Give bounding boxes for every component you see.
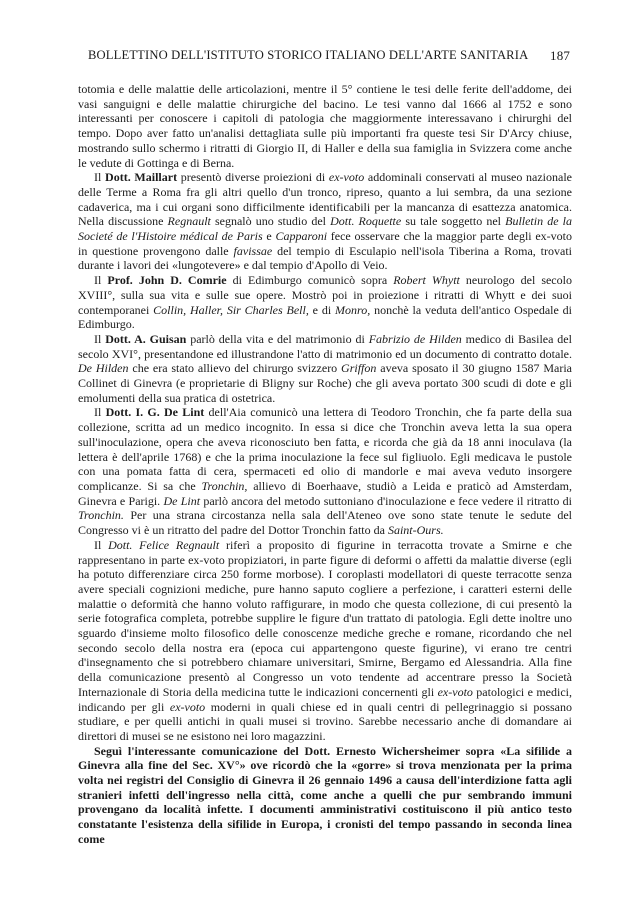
paragraph: Il Prof. John D. Comrie di Edimburgo comunicò sopra Robert Whytt neurologo del secolo XVIII°, sulla sua vita e sulle sue opere. Mostrò poi in proiezione i ritratti di Whytt e dei suoi contemporanei Collin, Haller, Sir Charles Bell, e di Monro, nonchè la veduta dell'antico Ospedale di Edimburgo. (78, 273, 572, 332)
italic-text: ex-voto (169, 699, 206, 714)
running-head (88, 46, 570, 68)
paragraph: Seguì l'interessante comunicazione del Dott. Ernesto Wichersheimer sopra «La sifilide a Ginevra alla fine del Sec. XV°» ove ricordò che la «gorre» si trova menzionata per la prima volta nei registri del Consiglio di Ginevra il 26 gennaio 1496 a causa dell'interdizione fatta agli stranieri infetti dell'ingresso nella città, come anche a quelli che pur sembrando immuni provengano da località infette. I documenti amministrativi costituiscono il più antico testo constatante l'esistenza della sifilide in Europa, i cronisti del tempo passando in seconda linea come (78, 743, 572, 846)
paragraph: Il Dott. A. Guisan parlò della vita e del matrimonio di Fabrizio de Hilden medico di Basilea del secolo XVI°, presentandone ed illustrandone l'atto di matrimonio ed un documento di contratto dotale. De Hilden che era stato allievo del chirurgo svizzero Griffon aveva sposato il 30 giugno 1587 Maria Collinet di Ginevra (e proprietarie di Bligny sur Roche) che gli aveva portato 300 scudi di dote e gli emolumenti della sua pratica di ostetrica. (78, 331, 572, 405)
italic-text: Saint-Ours. (387, 523, 444, 538)
bold-name: Dott. Maillart (105, 170, 178, 185)
italic-text: Dott. Felice Regnault (108, 537, 220, 552)
journal-title: BOLLETTINO DELL'ISTITUTO STORICO ITALIANO DELL'ARTE SANITARIA (88, 48, 529, 62)
italic-text: Collin, Haller, Sir Charles Bell, (153, 302, 309, 317)
italic-text: Capparoni (275, 229, 328, 244)
body-text (78, 82, 572, 847)
italic-text: Dott. Roquette (330, 214, 402, 229)
italic-text: Tronchin, (201, 478, 248, 493)
paragraph: Il Dott. Maillart presentò diverse proiezioni di ex-voto addominali conservati al museo nazionale delle Terme a Roma fra gli altri quello d'un tronco, ripreso, quanto a lui sembra, da una sezione cadaverica, ma i cui organi sono difficilmente identificabili per la mancanza di esattezza anatomica. Nella discussione Regnault segnalò uno studio del Dott. Roquette su tale soggetto nel Bulletin de la Societé de l'Histoire médical de Paris e Capparoni fece osservare che la maggior parte degli ex-voto in questione provengono dalle favissae del tempio di Esculapio nell'isola Tiberina a Roma, trovati durante i lavori dei «lungotevere» e dal tempio d'Apollo di Veio. (78, 170, 573, 273)
italic-text: ex-voto (328, 170, 365, 185)
italic-text: Fabrizio de Hilden (368, 331, 462, 346)
bold-name: Ernesto Wichersheimer (336, 743, 460, 758)
paragraph: totomia e delle malattie delle articolazioni, mentre il 5° contiene le tesi delle ferite dell'addome, dei vasi sanguigni e delle malattie chirurgiche del bacino. Le tesi vanno dal 1666 al 1752 e sono interessanti per conoscere i capitoli di patologia che maggiormente interessavano i chirurghi del tempo. Dopo aver fatto un'analisi dettagliata sulle più importanti fra queste tesi Sir D'Arcy chiuse, mostrando sullo schermo i ritratti di Giorgio II, di Haller e della sua famiglia in Svizzera come anche le vedute di Gottinga e di Berna. (78, 82, 572, 170)
italic-text: Griffon (341, 361, 377, 376)
italic-text: Tronchin. (78, 508, 124, 523)
paragraph: Il Dott. Felice Regnault riferì a proposito di figurine in terracotta trovate a Smirne e che rappresentano in parte ex-voto propiziatori, in parte figure di deformi o affetti da malattie diverse (egli ha potuto differenziare circa 250 forme morbose). I coroplasti modellatori di queste terracotte senza avere speciali cognizioni mediche, pure hanno saputo cogliere a perfezione, i caratteri esterni delle malattie o deformità che hanno voluto raffigurare, in modo che questa collezione, di cui presentò la serie fotografica completa, potrebbe supplire le figure d'un trattato di patologia. Egli dette inoltre uno sguardo d'insieme molto filosofico delle conoscenze mediche greche e romane, ricordando che nel secondo secolo della nostra era (epoca cui appartengono queste figurine), vi erano tre centri d'insegnamento che si potrebbero chiamare universitari, Smirne, Bergamo ed Alessandria. Alla fine della comunicazione presentò al Congresso un voto tendente ad accentrare presso la Società Internazionale di Storia della medicina tutte le indicazioni concernenti gli ex-voto patologici e medici, indicando per gli ex-voto moderni in quali chiese ed in quali centri di pellegrinaggio si possano studiare, e per quelli antichi in quali musei si trovino. Sarebbe necessario anche di domandare ai direttori di musei se ne esistono nei loro magazzini. (78, 537, 572, 743)
italic-text: Regnault (167, 214, 211, 229)
italic-text: Monro, (335, 302, 371, 317)
italic-text: De Lint (163, 493, 201, 508)
italic-text: favissae (233, 243, 273, 258)
page-number: 187 (550, 48, 570, 63)
italic-text: Robert Whytt (393, 273, 460, 288)
italic-text: Bulletin de la Societé de l'Histoire médical de Paris (78, 214, 572, 244)
italic-text: ex-voto (437, 684, 473, 699)
paragraph: Il Dott. I. G. De Lint dell'Aia comunicò una lettera di Teodoro Tronchin, che fa parte della sua collezione, scritta ad un medico incognito. In essa si dice che Tronchin aveva letta la sua opera sull'inoculazione, opera che aveva riconosciuto ben fatta, e ricorda che già da 18 anni inoculava (la lettera è dell'aprile 1768) e che la prima inoculazione la fece sul figliuolo. Egli medicava le pustole con una pomata fatta di cera, spermaceti ed olio di mandorle e mai aveva veduto insorgere complicanze. Si sa che Tronchin, allievo di Boerhaave, studiò a Leida e praticò ad Amsterdam, Ginevra e Parigi. De Lint parlò ancora del metodo suttoniano d'inoculazione e fece vedere il ritratto di Tronchin. Per una strana circostanza nella sala dell'Ateneo ove sono state tenute le sedute del Congresso vi è un ritratto del padre del Dottor Tronchin fatto da Saint-Ours. (78, 405, 572, 538)
bold-name: Prof. John D. Comrie (107, 273, 227, 288)
bold-name: Dott. I. G. De Lint (105, 405, 205, 420)
italic-text: De Hilden (78, 361, 129, 376)
bold-name: Dott. A. Guisan (105, 331, 187, 346)
